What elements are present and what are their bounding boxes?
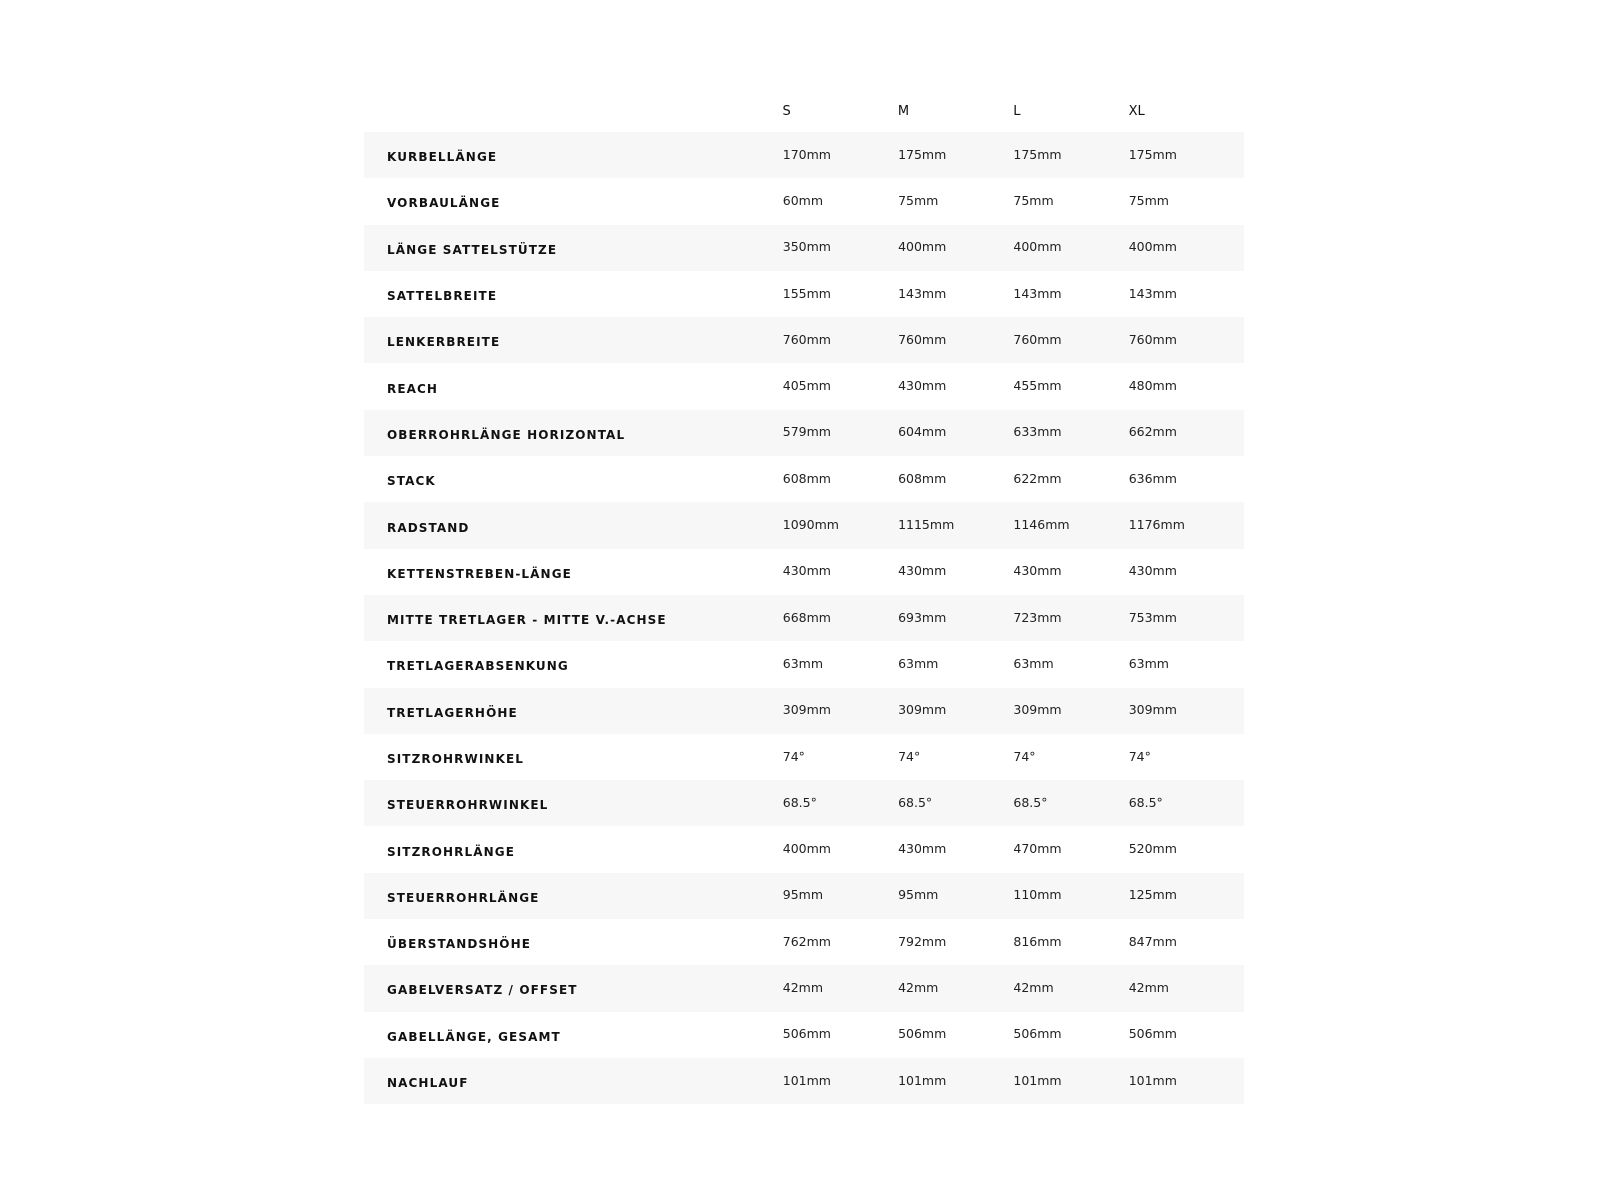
- table-row: [364, 919, 1244, 965]
- table-row: [364, 317, 1244, 363]
- value-cell-m: 430mm: [898, 378, 947, 394]
- value-cell-m: 693mm: [898, 609, 947, 625]
- value-cell-l: 101mm: [1013, 1072, 1062, 1088]
- value-cell-s: 430mm: [782, 563, 831, 579]
- value-cell-l: 622mm: [1013, 470, 1062, 486]
- value-cell-l: 175mm: [1013, 146, 1062, 162]
- value-cell-m: 430mm: [898, 563, 947, 579]
- value-cell-xl: 847mm: [1128, 933, 1177, 949]
- value-cell-xl: 75mm: [1128, 192, 1169, 208]
- row-label: MITTE TRETLAGER - MITTE V.-ACHSE: [387, 613, 667, 628]
- value-cell-l: 816mm: [1013, 933, 1062, 949]
- table-row: [364, 1058, 1244, 1104]
- value-cell-m: 792mm: [898, 933, 947, 949]
- row-label: GABELLÄNGE, GESAMT: [387, 1029, 561, 1044]
- value-cell-s: 95mm: [782, 887, 824, 903]
- value-cell-xl: 309mm: [1128, 702, 1177, 718]
- value-cell-s: 155mm: [782, 285, 831, 301]
- value-cell-s: 506mm: [782, 1026, 831, 1042]
- value-cell-m: 175mm: [898, 146, 947, 162]
- table-row: [364, 225, 1244, 271]
- value-cell-xl: 636mm: [1128, 470, 1177, 486]
- value-cell-s: 68.5°: [782, 794, 817, 810]
- value-cell-xl: 143mm: [1128, 285, 1177, 301]
- value-cell-xl: 74°: [1128, 748, 1151, 764]
- value-cell-l: 1146mm: [1013, 517, 1070, 533]
- value-cell-xl: 42mm: [1128, 979, 1169, 995]
- value-cell-l: 633mm: [1013, 424, 1062, 440]
- value-cell-xl: 480mm: [1128, 378, 1177, 394]
- size-header-l: L: [1013, 103, 1021, 119]
- value-cell-m: 309mm: [898, 702, 947, 718]
- table-row: [364, 178, 1244, 224]
- table-row: [364, 780, 1244, 826]
- row-label: TRETLAGERHÖHE: [387, 705, 518, 720]
- value-cell-m: 95mm: [898, 887, 939, 903]
- value-cell-s: 63mm: [782, 655, 824, 671]
- value-cell-xl: 1176mm: [1128, 517, 1185, 533]
- value-cell-s: 350mm: [782, 239, 831, 255]
- value-cell-m: 400mm: [898, 239, 947, 255]
- row-label: REACH: [387, 381, 439, 396]
- value-cell-xl: 430mm: [1128, 563, 1177, 579]
- value-cell-s: 74°: [782, 748, 805, 764]
- table-row: [364, 965, 1244, 1011]
- value-cell-m: 604mm: [898, 424, 947, 440]
- row-label: TRETLAGERABSENKUNG: [387, 659, 569, 674]
- value-cell-l: 470mm: [1013, 841, 1062, 857]
- row-label: STEUERROHRLÄNGE: [387, 890, 540, 905]
- table-row: [364, 271, 1244, 317]
- value-cell-xl: 101mm: [1128, 1072, 1177, 1088]
- value-cell-l: 74°: [1013, 748, 1036, 764]
- value-cell-s: 760mm: [782, 331, 831, 347]
- value-cell-m: 506mm: [898, 1026, 947, 1042]
- row-label: OBERROHRLÄNGE HORIZONTAL: [387, 427, 626, 442]
- value-cell-l: 309mm: [1013, 702, 1062, 718]
- table-row: [364, 410, 1244, 456]
- value-cell-m: 68.5°: [898, 794, 933, 810]
- table-row: [364, 363, 1244, 409]
- value-cell-s: 1090mm: [782, 517, 839, 533]
- value-cell-xl: 63mm: [1128, 655, 1169, 671]
- value-cell-l: 723mm: [1013, 609, 1062, 625]
- value-cell-m: 143mm: [898, 285, 947, 301]
- value-cell-m: 1115mm: [898, 517, 955, 533]
- value-cell-s: 668mm: [782, 609, 831, 625]
- row-label: SATTELBREITE: [387, 289, 498, 304]
- value-cell-xl: 400mm: [1128, 239, 1177, 255]
- row-label: KURBELLÄNGE: [387, 150, 498, 165]
- value-cell-s: 170mm: [782, 146, 831, 162]
- table-row: [364, 1012, 1244, 1058]
- value-cell-s: 309mm: [782, 702, 831, 718]
- value-cell-xl: 662mm: [1128, 424, 1177, 440]
- value-cell-xl: 760mm: [1128, 331, 1177, 347]
- value-cell-s: 608mm: [782, 470, 831, 486]
- table-row: [364, 549, 1244, 595]
- table-row: [364, 132, 1244, 178]
- value-cell-l: 110mm: [1013, 887, 1062, 903]
- table-row: [364, 595, 1244, 641]
- table-header: [364, 86, 1244, 132]
- size-header-s: S: [782, 103, 791, 119]
- table-row: [364, 826, 1244, 872]
- value-cell-m: 760mm: [898, 331, 947, 347]
- value-cell-s: 762mm: [782, 933, 831, 949]
- value-cell-l: 63mm: [1013, 655, 1054, 671]
- row-label: STACK: [387, 474, 436, 489]
- table-row: [364, 734, 1244, 780]
- value-cell-l: 400mm: [1013, 239, 1062, 255]
- size-header-xl: XL: [1128, 103, 1145, 119]
- value-cell-xl: 125mm: [1128, 887, 1177, 903]
- row-label: RADSTAND: [387, 520, 470, 535]
- value-cell-m: 101mm: [898, 1072, 947, 1088]
- value-cell-s: 60mm: [782, 192, 824, 208]
- row-label: STEUERROHRWINKEL: [387, 798, 549, 813]
- value-cell-m: 430mm: [898, 841, 947, 857]
- table-body: [364, 132, 1244, 1104]
- value-cell-xl: 506mm: [1128, 1026, 1177, 1042]
- value-cell-s: 400mm: [782, 841, 831, 857]
- value-cell-l: 68.5°: [1013, 794, 1048, 810]
- row-label: SITZROHRLÄNGE: [387, 844, 516, 859]
- table-row: [364, 502, 1244, 548]
- row-label: LÄNGE SATTELSTÜTZE: [387, 242, 558, 257]
- row-label: LENKERBREITE: [387, 335, 501, 350]
- value-cell-l: 430mm: [1013, 563, 1062, 579]
- value-cell-m: 608mm: [898, 470, 947, 486]
- value-cell-m: 74°: [898, 748, 921, 764]
- value-cell-xl: 520mm: [1128, 841, 1177, 857]
- table-row: [364, 456, 1244, 502]
- row-label: KETTENSTREBEN-LÄNGE: [387, 566, 572, 581]
- row-label: ÜBERSTANDSHÖHE: [387, 937, 532, 952]
- value-cell-m: 63mm: [898, 655, 939, 671]
- value-cell-s: 405mm: [782, 378, 831, 394]
- value-cell-l: 143mm: [1013, 285, 1062, 301]
- row-label: GABELVERSATZ / OFFSET: [387, 983, 578, 998]
- table-row: [364, 688, 1244, 734]
- value-cell-s: 42mm: [782, 979, 824, 995]
- table-row: [364, 641, 1244, 687]
- value-cell-xl: 753mm: [1128, 609, 1177, 625]
- row-label: NACHLAUF: [387, 1076, 469, 1091]
- row-label: VORBAULÄNGE: [387, 196, 501, 211]
- value-cell-s: 579mm: [782, 424, 831, 440]
- geometry-table: [364, 86, 1244, 1104]
- value-cell-m: 75mm: [898, 192, 939, 208]
- table-row: [364, 873, 1244, 919]
- value-cell-l: 760mm: [1013, 331, 1062, 347]
- value-cell-xl: 175mm: [1128, 146, 1177, 162]
- value-cell-l: 506mm: [1013, 1026, 1062, 1042]
- value-cell-l: 75mm: [1013, 192, 1054, 208]
- value-cell-xl: 68.5°: [1128, 794, 1163, 810]
- row-label: SITZROHRWINKEL: [387, 752, 525, 766]
- value-cell-s: 101mm: [782, 1072, 831, 1088]
- size-header-m: M: [897, 103, 910, 119]
- value-cell-l: 42mm: [1013, 979, 1054, 995]
- value-cell-m: 42mm: [898, 979, 939, 995]
- value-cell-l: 455mm: [1013, 378, 1062, 394]
